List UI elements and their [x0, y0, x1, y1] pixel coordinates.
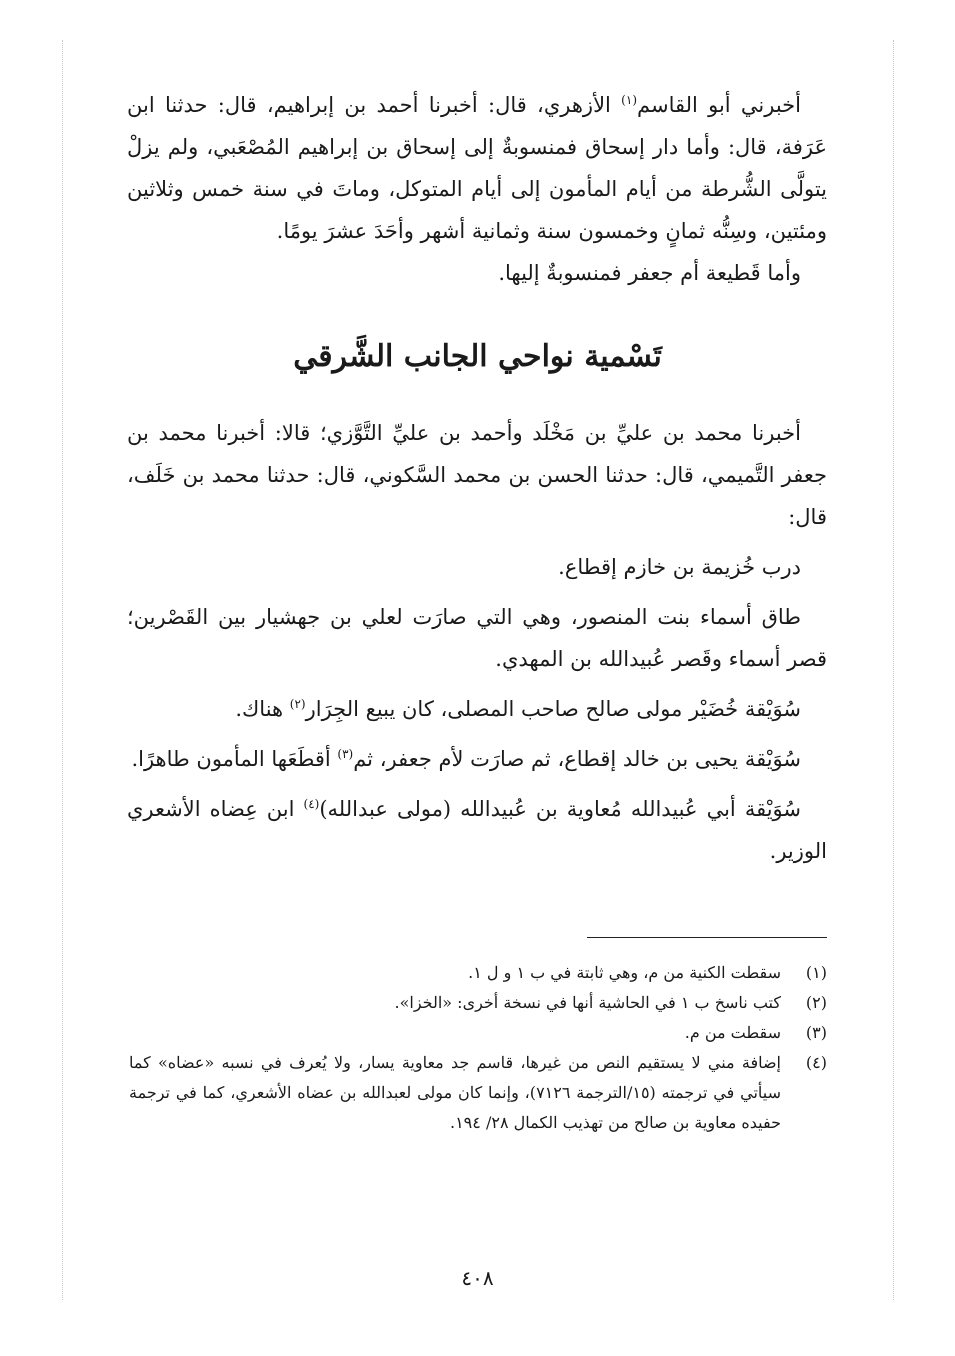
footnote-text: كتب ناسخ ب ١ في الحاشية أنها في نسخة أخرى: «الخزا». — [394, 993, 781, 1012]
footnote-text: إضافة مني لا يستقيم النص من غيرها، قاسم جد معاوية يسار، ولا يُعرف في نسبه «عضاه» كما سيأتي في ترجمته (١٥/الترجمة ٧١٢٦)، وإنما كان مولى لعبدالله بن عضاه الأشعري، كما في ترجمة حفيده معاوية بن صالح من تهذيب الكمال ٢٨/ ١٩٤. — [129, 1053, 782, 1132]
opening-section — [127, 84, 827, 294]
footnote-number: (٣) — [805, 1023, 827, 1042]
footnote-separator — [587, 937, 827, 938]
paragraph-text: أقطَعَها المأمون طاهرًا. — [131, 747, 338, 771]
page-number: ٤٠٨ — [461, 1266, 494, 1290]
footnote-text: سقطت من م. — [684, 1023, 781, 1042]
footnote — [129, 988, 827, 1018]
paragraph-text: أخبرني أبو القاسم — [637, 93, 801, 117]
footnote — [129, 1048, 827, 1138]
paragraph — [127, 84, 827, 252]
paragraph-text: هناك. — [235, 697, 290, 721]
paragraph-text: سُوَيْقة خُضَيْر مولى صالح صاحب المصلى، كان يبيع الجِرَار — [305, 697, 801, 721]
footnote-number: (٢) — [805, 993, 827, 1012]
footnote-marker: (١) — [621, 93, 637, 107]
footnote-marker: (٤) — [303, 797, 320, 811]
footnotes — [129, 958, 827, 1138]
paragraph — [127, 788, 827, 872]
paragraph: درب خُزيمة بن خازم إقطاع. — [558, 555, 801, 579]
paragraph: أخبرنا محمد بن عليِّ بن مَخْلَد وأحمد بن عليِّ التَّوَّزي؛ قالا: أخبرنا محمد بن جعفر التَّميمي، قال: حدثنا الحسن بن محمد السَّكوني، قال: حدثنا محمد بن خَلَف، قال: — [127, 421, 827, 529]
footnote-number: (٤) — [805, 1053, 827, 1072]
footnote-text: سقطت الكنية من م، وهي ثابتة في ب ١ و ل ١. — [468, 963, 781, 982]
paragraph-text: الأزهري، قال: أخبرنا أحمد بن إبراهيم، قال: حدثنا ابن عَرَفة، قال: وأما دار إسحاق فمنسوبةٌ إلى إسحاق بن إبراهيم المُصْعَبي، ولم يزلْ يتولَّى الشُّرطة من أيام المأمون إلى أيام المتوكل، وماتَ في سنة خمس وثلاثين ومئتين، وسِنُّه ثمانٍ وخمسون سنة وثمانية أشهر وأحَدَ عشرَ يومًا. — [127, 93, 827, 243]
paragraph-text: ابن عِضاه الأشعري الوزير. — [127, 797, 827, 863]
main-section — [127, 412, 827, 872]
paragraph: وأما قَطيعة أم جعفر فمنسوبةٌ إليها. — [498, 261, 801, 285]
footnote-marker: (٢) — [289, 697, 306, 711]
footnote-number: (١) — [805, 963, 827, 982]
footnote — [129, 958, 827, 988]
scan-artifact-line — [62, 40, 63, 1300]
paragraph-text: سُوَيْقة أبي عُبيدالله مُعاوية بن عُبيدالله (مولى عبدالله) — [319, 797, 801, 821]
paragraph — [127, 738, 827, 780]
paragraph: طاق أسماء بنت المنصور، وهي التي صارَت لعلي بن جهشيار بين القَصْرين؛ قصر أسماء وقَصر عُبيدالله بن المهدي. — [127, 605, 827, 671]
footnote — [129, 1018, 827, 1048]
scan-artifact-line — [893, 40, 894, 1300]
footnote-marker: (٣) — [337, 747, 354, 761]
section-heading: تَسْمية نواحي الجانب الشَّرقي — [293, 339, 662, 374]
paragraph — [127, 688, 827, 730]
paragraph-text: سُوَيْقة يحيى بن خالد إقطاع، ثم صارَت لأم جعفر، ثم — [353, 747, 801, 771]
